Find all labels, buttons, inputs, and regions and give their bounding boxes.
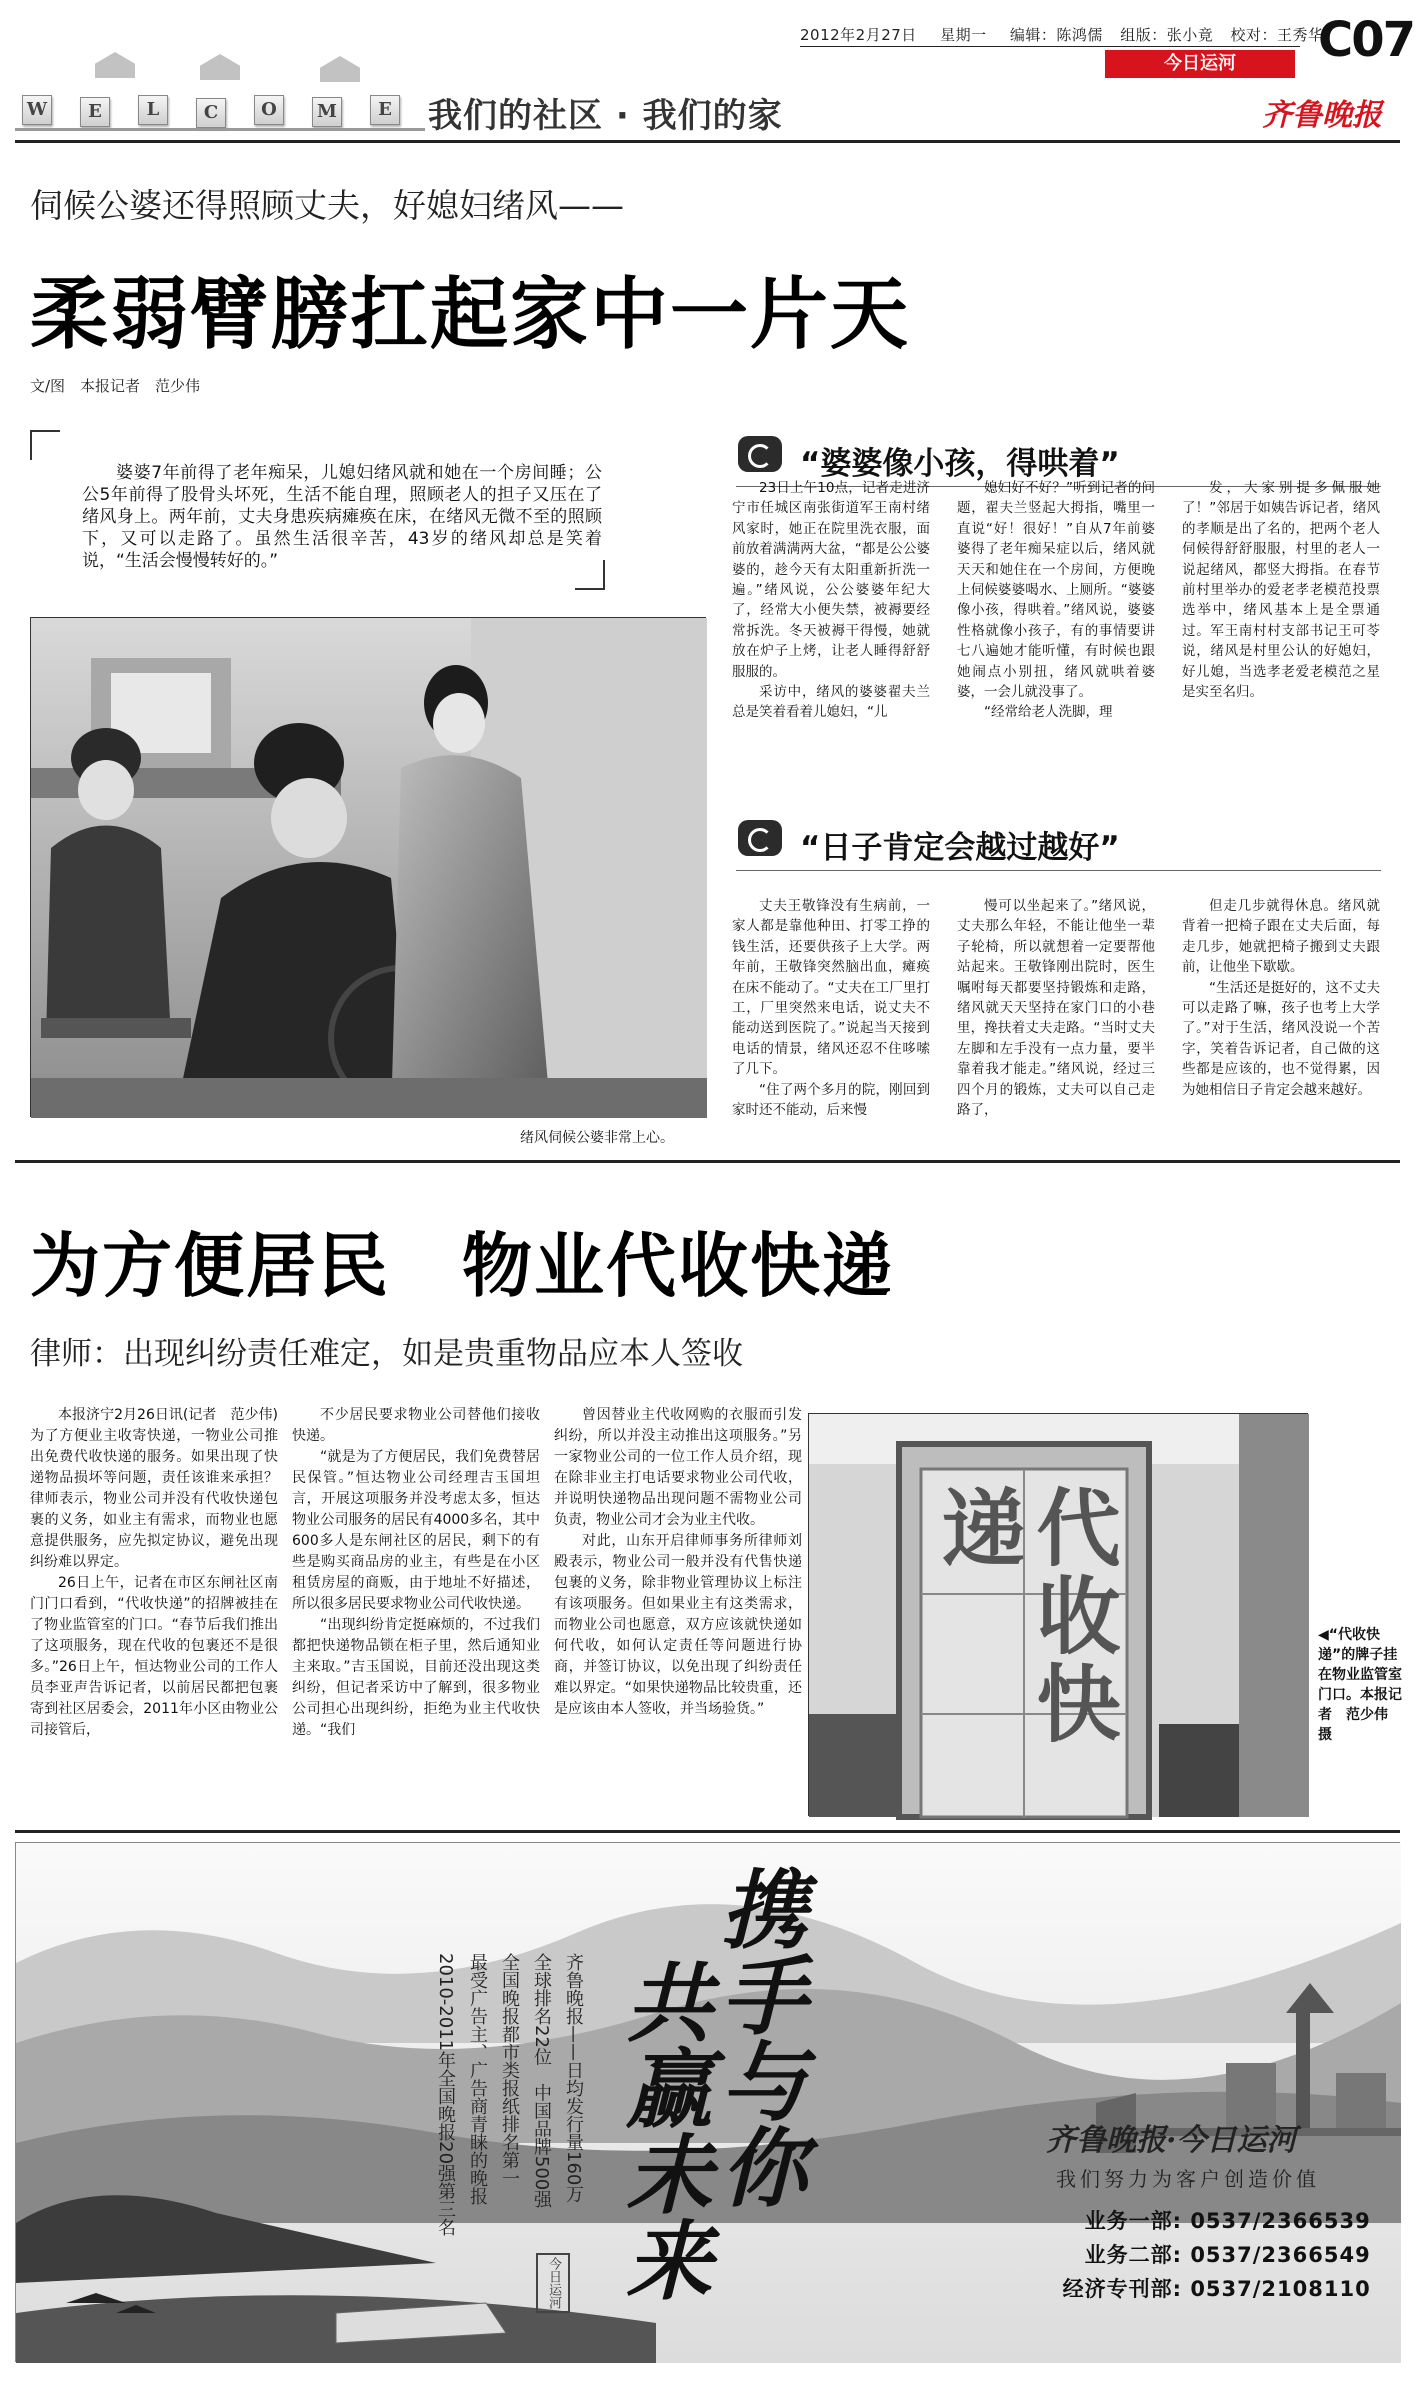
welcome-tile: M	[312, 97, 342, 127]
issue-date: 2012年2月27日	[800, 26, 917, 44]
house-icon	[200, 54, 240, 80]
ad-stat: 全国晚报都市类报纸排名第一	[499, 1953, 520, 2187]
issue-weekday: 星期一	[940, 26, 987, 44]
paragraph: 26日上午，记者在市区东闸社区南门门口看到，“代收快递”的招牌被挂在了物业监管室的门口。“春节后我们推出了这项服务，现在代收的包裹还不是很多。”26日上午，恒达物业公司的工作人员李亚声告诉记者，以前居民都把包裹寄到社区居委会，2011年小区由物业公司接管后，	[30, 1575, 278, 1738]
welcome-tile: L	[138, 95, 168, 125]
article2-subheadline: 律师：出现纠纷责任难定，如是贵重物品应本人签收	[30, 1336, 743, 1372]
paragraph: “出现纠纷肯定挺麻烦的，不过我们都把快递物品锁在柜子里，然后通知业主来取。”吉玉国说，目前还没出现这类纠纷，但记者采访中了解到，很多物业公司担心出现纠纷，拒绝为业主代收快递。“我们	[292, 1617, 540, 1738]
welcome-tile: E	[370, 95, 400, 125]
bracket-top-left	[30, 430, 60, 460]
paragraph: 媳妇好不好？”听到记者的问题，翟夫兰竖起大拇指，嘴里一直说“好！很好！”自从7年前婆婆得了老年痴呆症以后，绪风就天天和她住在一个房间，方便晚上伺候婆婆喝水、上厕所。“婆婆像小孩，得哄着。”绪风说，婆婆性格就像小孩子，有的事情要讲七八遍她才能听懂，有时候也跟她闹点小别扭，绪风就哄着婆婆，一会儿就没事了。	[957, 480, 1155, 701]
editor-credit: 编辑：陈鸿儒	[1009, 26, 1103, 44]
article2-headline: 为方便居民 物业代收快递	[30, 1225, 894, 1307]
article2-photo	[808, 1413, 1308, 1816]
paragraph: 发，大家别提多佩服她了！”邻居于如姨告诉记者，绪风的孝顺是出了名的，把两个老人伺候得舒舒服服，村里的老人一说起绪风，都竖大拇指。在春节前村里举办的爱老孝老模范投票选举中，绪风基本上是全票通过。军王南村村支部书记王可苓说，绪风是村里公认的好媳妇，好儿媳，当选孝老爱老模范之星是实至名归。	[1182, 480, 1380, 701]
paragraph: “经常给老人洗脚，理	[984, 704, 1113, 721]
ad-slogan-line1: 携手与你	[706, 1865, 807, 2209]
contact-phone: 0537/2366539	[1190, 2209, 1371, 2233]
welcome-tile: C	[196, 98, 226, 128]
ad-divider	[15, 1830, 1400, 1833]
ad-stat: 最受广告主、广告商青睐的晚报	[467, 1953, 488, 2205]
house-icon	[95, 52, 135, 78]
article1-photo	[30, 617, 706, 1117]
article1-lead: 婆婆7年前得了老年痴呆，儿媳妇绪风就和她在一个房间睡；公公5年前得了股骨头坏死，生活不能自理，照顾老人的担子又压在了绪风身上。两年前，丈夫身患疾病瘫痪在床，在绪风无微不至的照顾下，又可以走路了。虽然生活很辛苦，43岁的绪风却总是笑着说，“生活会慢慢转好的。”	[82, 463, 602, 571]
article1-kicker: 伺候公婆还得照顾丈夫，好媳妇绪风——	[30, 186, 624, 225]
article2-column-2	[292, 1405, 540, 1810]
sub1-column-1	[732, 478, 930, 796]
paragraph: 23日上午10点，记者走进济宁市任城区南张街道军王南村绪风家时，她正在院里洗衣服，面前放着满满两大盆，“都是公公婆婆的，趁今天有太阳重新折洗一遍。”绪风说，公公婆婆年纪大了，经常大小便失禁，被褥要经常拆洗。冬天被褥干得慢，她就放在炉子上烤，让老人睡得舒舒服服的。	[732, 480, 930, 680]
express-sign-text: 代收快递	[928, 1484, 1121, 1748]
contact-label: 经济专刊部:	[1062, 2277, 1182, 2301]
ad-stats	[416, 1953, 586, 2253]
ad-tagline: 我们努力为客户创造价值	[1056, 2167, 1320, 2191]
paragraph: 采访中，绪风的婆婆翟夫兰总是笑着看着儿媳妇，“儿	[732, 684, 930, 721]
issue-meta	[800, 24, 1324, 45]
welcome-tile: O	[254, 95, 284, 125]
paragraph: 对此，山东开启律师事务所律师刘殿表示，物业公司一般并没有代售快递包裹的义务，除非物业管理协议上标注有该项服务。但如果业主有这类需求，而物业公司也愿意，双方应该就快递如何代收，如何认定责任等问题进行协商，并签订协议，以免出现了纠纷责任难以界定。“如果快递物品比较贵重，还是应该由本人签收，并当场验货。”	[554, 1533, 802, 1717]
paragraph: “住了两个多月的院，刚回到家时还不能动，后来慢	[732, 1081, 930, 1119]
ad-stat: 2010-2011年全国晚报20强第三名	[435, 1953, 456, 2237]
welcome-tile: W	[22, 95, 52, 125]
proof-credit: 校对：王秀华	[1230, 26, 1324, 44]
sub1-column-2	[957, 478, 1155, 796]
article1-headline: 柔弱臂膀扛起家中一片天	[30, 270, 911, 360]
paragraph: “就是为了方便居民，我们免费替居民保管。”恒达物业公司经理吉玉国坦言，开展这项服务并没考虑太多，恒达物业公司服务的居民有4000多名，其中600多人是东闸社区的居民，剩下的有些是购买商品房的业主，有些是在小区租赁房屋的商贩，由于地址不好描述，所以很多居民要求物业公司代收快递。	[292, 1449, 540, 1612]
page-header	[0, 0, 1417, 140]
welcome-tile: E	[80, 97, 110, 127]
photo-elderly-care	[31, 618, 707, 1118]
contact-row	[1052, 2239, 1372, 2273]
section-title: 我们的社区 · 我们的家	[428, 96, 783, 136]
paragraph: 但走几步就得休息。绪风就背着一把椅子跟在丈夫后面，每走几步，她就把椅子搬到丈夫跟前，让他坐下歇歇。	[1182, 898, 1380, 976]
contact-label: 业务一部:	[1084, 2209, 1182, 2233]
ad-brand: 齐鲁晚报·今日运河	[1046, 2123, 1297, 2158]
article-divider	[15, 1160, 1400, 1163]
house-icon	[320, 56, 360, 82]
paragraph: 丈夫王敬锋没有生病前，一家人都是靠他种田、打零工挣的钱生活，还要供孩子上大学。两年前，王敬锋突然脑出血，瘫痪在床不能动了。“丈夫在工厂里打工，厂里突然来电话，说丈夫不能动送到医院了。”说起当天接到电话的情景，绪风还忍不住哆嗦了几下。	[732, 898, 930, 1078]
subhead-underline	[736, 870, 1381, 871]
article1-photo-caption: 绪风伺候公婆非常上心。	[520, 1130, 674, 1146]
sub2-column-3	[1182, 896, 1380, 1146]
tile-baseline	[15, 128, 425, 131]
article2-column-1	[30, 1405, 292, 1810]
layout-credit: 组版：张小竟	[1120, 26, 1214, 44]
paragraph: 慢可以坐起来了。”绪风说，丈夫那么年轻，不能让他坐一辈子轮椅，所以就想着一定要帮他站起来。王敬锋刚出院时，医生嘱咐每天都要坚持锻炼和走路，绪风就天天坚持在家门口的小巷里，搀扶着丈夫走路。“当时丈夫左脚和左手没有一点力量，要半靠着我才能走。”绪风说，经过三四个月的锻炼，丈夫可以自己走路了，	[957, 898, 1155, 1119]
article2-photo-caption: ◀“代收快递”的牌子挂在物业监管室门口。本报记者 范少伟 摄	[1318, 1627, 1402, 1743]
contact-row	[1052, 2205, 1372, 2239]
article2-column-3	[554, 1405, 802, 1810]
sub2-column-1	[732, 896, 930, 1146]
article1-byline: 文/图 本报记者 范少伟	[30, 377, 201, 395]
masthead-logo: 齐鲁晚报	[1262, 98, 1382, 133]
header-thin-rule	[800, 46, 1300, 47]
advertisement	[15, 1842, 1400, 2362]
sub1-column-3	[1182, 478, 1380, 796]
article1-subhead-1: “婆婆像小孩，得哄着”	[800, 446, 1120, 482]
article1-subhead-2: “日子肯定会越过越好”	[800, 830, 1120, 866]
paragraph: 不少居民要求物业公司替他们接收快递。	[292, 1407, 540, 1444]
ad-slogan-line2: 共赢未来	[611, 1958, 712, 2302]
paragraph: 曾因替业主代收网购的衣服而引发纠纷，所以并没主动推出这项服务。”另一家物业公司的一位工作人员介绍，现在除非业主打电话要求物业公司代收，并说明快递物品出现问题不需物业公司负责，物业公司才会为业主代收。	[554, 1407, 802, 1528]
ad-contacts	[1052, 2205, 1372, 2307]
edition-tag: 今日运河	[1105, 50, 1295, 78]
ad-stat: 齐鲁晚报——日均发行量160万	[563, 1953, 584, 2204]
ad-stat: 全球排名22位 中国品牌500强	[531, 1953, 552, 2209]
speech-bubble-icon	[738, 436, 782, 472]
paragraph: “生活还是挺好的，这不丈夫可以走路了嘛，孩子也考上大学了。”对于生活，绪风没说一个苦字，笑着告诉记者，自己做的这些都是应该的，也不觉得累，因为她相信日子肯定会越来越好。	[1182, 979, 1380, 1098]
page-number: C07	[1318, 12, 1415, 68]
lead-box	[30, 430, 605, 590]
contact-row	[1052, 2273, 1372, 2307]
contact-phone: 0537/2366549	[1190, 2243, 1371, 2267]
contact-phone: 0537/2108110	[1190, 2277, 1371, 2301]
paragraph: 本报济宁2月26日讯(记者 范少伟) 为了方便业主收寄快递，一物业公司推出免费代收快递的服务。如果出现了快递物品损坏等问题，责任该谁来承担？律师表示，物业公司并没有代收快递包裹的义务，如业主有需求，而物业也愿意提供服务，应先拟定协议，避免出现纠纷难以界定。	[30, 1407, 292, 1570]
header-rule	[15, 140, 1400, 143]
seal-stamp: 今日运河	[536, 2253, 570, 2313]
sub2-column-2	[957, 896, 1155, 1146]
contact-label: 业务二部:	[1084, 2243, 1182, 2267]
speech-bubble-icon	[738, 820, 782, 856]
